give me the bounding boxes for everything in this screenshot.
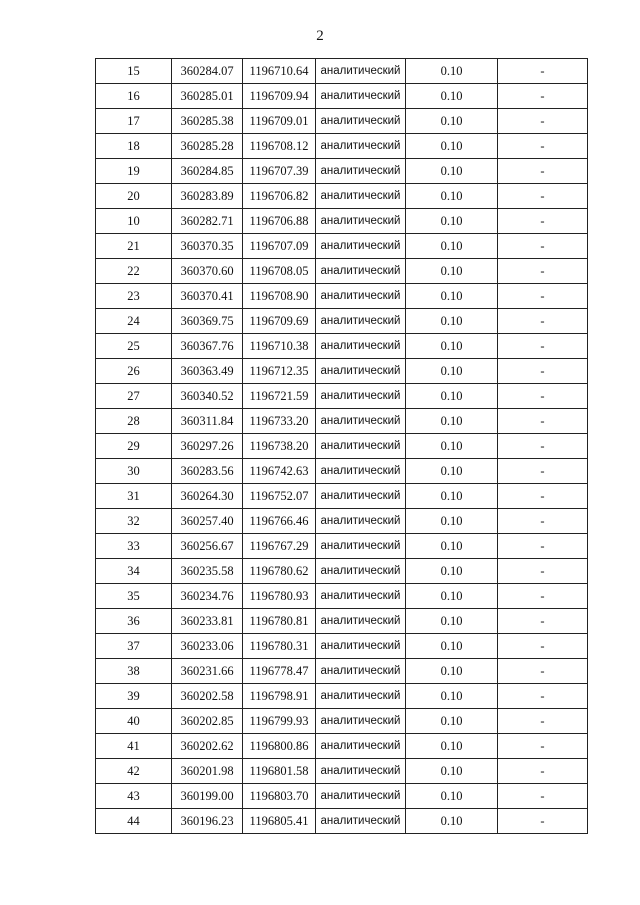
note-cell: -	[498, 209, 588, 234]
note-cell: -	[498, 284, 588, 309]
x-coordinate-cell: 360234.76	[172, 584, 243, 609]
point-number-cell: 38	[96, 659, 172, 684]
point-number-cell: 40	[96, 709, 172, 734]
note-cell: -	[498, 659, 588, 684]
x-coordinate-cell: 360340.52	[172, 384, 243, 409]
method-cell: аналитический	[316, 84, 406, 109]
accuracy-cell: 0.10	[406, 134, 498, 159]
y-coordinate-cell: 1196766.46	[243, 509, 316, 534]
x-coordinate-cell: 360369.75	[172, 309, 243, 334]
y-coordinate-cell: 1196710.64	[243, 59, 316, 84]
method-cell: аналитический	[316, 609, 406, 634]
point-number-cell: 32	[96, 509, 172, 534]
y-coordinate-cell: 1196799.93	[243, 709, 316, 734]
note-cell: -	[498, 334, 588, 359]
y-coordinate-cell: 1196707.09	[243, 234, 316, 259]
y-coordinate-cell: 1196780.81	[243, 609, 316, 634]
x-coordinate-cell: 360282.71	[172, 209, 243, 234]
x-coordinate-cell: 360202.58	[172, 684, 243, 709]
point-number-cell: 24	[96, 309, 172, 334]
table-row	[96, 634, 588, 659]
table-row	[96, 209, 588, 234]
y-coordinate-cell: 1196706.88	[243, 209, 316, 234]
note-cell: -	[498, 134, 588, 159]
accuracy-cell: 0.10	[406, 784, 498, 809]
table-row	[96, 759, 588, 784]
point-number-cell: 16	[96, 84, 172, 109]
point-number-cell: 43	[96, 784, 172, 809]
method-cell: аналитический	[316, 734, 406, 759]
method-cell: аналитический	[316, 634, 406, 659]
x-coordinate-cell: 360363.49	[172, 359, 243, 384]
table-row	[96, 134, 588, 159]
y-coordinate-cell: 1196738.20	[243, 434, 316, 459]
accuracy-cell: 0.10	[406, 409, 498, 434]
point-number-cell: 25	[96, 334, 172, 359]
method-cell: аналитический	[316, 659, 406, 684]
method-cell: аналитический	[316, 434, 406, 459]
table-row	[96, 384, 588, 409]
note-cell: -	[498, 484, 588, 509]
coordinates-table	[95, 58, 588, 834]
method-cell: аналитический	[316, 359, 406, 384]
note-cell: -	[498, 84, 588, 109]
table-row	[96, 509, 588, 534]
accuracy-cell: 0.10	[406, 209, 498, 234]
point-number-cell: 18	[96, 134, 172, 159]
y-coordinate-cell: 1196752.07	[243, 484, 316, 509]
y-coordinate-cell: 1196805.41	[243, 809, 316, 834]
accuracy-cell: 0.10	[406, 334, 498, 359]
method-cell: аналитический	[316, 684, 406, 709]
accuracy-cell: 0.10	[406, 284, 498, 309]
note-cell: -	[498, 59, 588, 84]
x-coordinate-cell: 360367.76	[172, 334, 243, 359]
y-coordinate-cell: 1196707.39	[243, 159, 316, 184]
x-coordinate-cell: 360202.85	[172, 709, 243, 734]
method-cell: аналитический	[316, 809, 406, 834]
x-coordinate-cell: 360231.66	[172, 659, 243, 684]
y-coordinate-cell: 1196780.62	[243, 559, 316, 584]
table-row	[96, 259, 588, 284]
x-coordinate-cell: 360256.67	[172, 534, 243, 559]
accuracy-cell: 0.10	[406, 259, 498, 284]
table-row	[96, 684, 588, 709]
y-coordinate-cell: 1196708.12	[243, 134, 316, 159]
y-coordinate-cell: 1196742.63	[243, 459, 316, 484]
x-coordinate-cell: 360284.07	[172, 59, 243, 84]
table-row	[96, 434, 588, 459]
x-coordinate-cell: 360285.28	[172, 134, 243, 159]
y-coordinate-cell: 1196708.90	[243, 284, 316, 309]
note-cell: -	[498, 684, 588, 709]
accuracy-cell: 0.10	[406, 159, 498, 184]
table-row	[96, 459, 588, 484]
accuracy-cell: 0.10	[406, 709, 498, 734]
note-cell: -	[498, 709, 588, 734]
accuracy-cell: 0.10	[406, 584, 498, 609]
table-row	[96, 559, 588, 584]
table-row	[96, 484, 588, 509]
note-cell: -	[498, 509, 588, 534]
point-number-cell: 44	[96, 809, 172, 834]
method-cell: аналитический	[316, 259, 406, 284]
method-cell: аналитический	[316, 709, 406, 734]
note-cell: -	[498, 159, 588, 184]
y-coordinate-cell: 1196709.01	[243, 109, 316, 134]
y-coordinate-cell: 1196709.69	[243, 309, 316, 334]
accuracy-cell: 0.10	[406, 84, 498, 109]
x-coordinate-cell: 360257.40	[172, 509, 243, 534]
y-coordinate-cell: 1196709.94	[243, 84, 316, 109]
table-row	[96, 734, 588, 759]
method-cell: аналитический	[316, 209, 406, 234]
point-number-cell: 30	[96, 459, 172, 484]
x-coordinate-cell: 360196.23	[172, 809, 243, 834]
method-cell: аналитический	[316, 334, 406, 359]
accuracy-cell: 0.10	[406, 809, 498, 834]
point-number-cell: 15	[96, 59, 172, 84]
x-coordinate-cell: 360201.98	[172, 759, 243, 784]
table-row	[96, 609, 588, 634]
x-coordinate-cell: 360297.26	[172, 434, 243, 459]
accuracy-cell: 0.10	[406, 634, 498, 659]
note-cell: -	[498, 809, 588, 834]
y-coordinate-cell: 1196803.70	[243, 784, 316, 809]
note-cell: -	[498, 409, 588, 434]
x-coordinate-cell: 360233.81	[172, 609, 243, 634]
point-number-cell: 21	[96, 234, 172, 259]
x-coordinate-cell: 360285.38	[172, 109, 243, 134]
table-row	[96, 334, 588, 359]
note-cell: -	[498, 559, 588, 584]
x-coordinate-cell: 360370.35	[172, 234, 243, 259]
point-number-cell: 35	[96, 584, 172, 609]
y-coordinate-cell: 1196706.82	[243, 184, 316, 209]
accuracy-cell: 0.10	[406, 109, 498, 134]
y-coordinate-cell: 1196800.86	[243, 734, 316, 759]
y-coordinate-cell: 1196801.58	[243, 759, 316, 784]
note-cell: -	[498, 534, 588, 559]
note-cell: -	[498, 459, 588, 484]
accuracy-cell: 0.10	[406, 609, 498, 634]
table-row	[96, 809, 588, 834]
accuracy-cell: 0.10	[406, 684, 498, 709]
accuracy-cell: 0.10	[406, 309, 498, 334]
note-cell: -	[498, 259, 588, 284]
accuracy-cell: 0.10	[406, 509, 498, 534]
page-number: 2	[316, 28, 324, 44]
note-cell: -	[498, 434, 588, 459]
point-number-cell: 33	[96, 534, 172, 559]
note-cell: -	[498, 234, 588, 259]
note-cell: -	[498, 759, 588, 784]
accuracy-cell: 0.10	[406, 559, 498, 584]
method-cell: аналитический	[316, 109, 406, 134]
table-row	[96, 59, 588, 84]
method-cell: аналитический	[316, 184, 406, 209]
x-coordinate-cell: 360370.41	[172, 284, 243, 309]
method-cell: аналитический	[316, 159, 406, 184]
x-coordinate-cell: 360283.89	[172, 184, 243, 209]
point-number-cell: 41	[96, 734, 172, 759]
method-cell: аналитический	[316, 134, 406, 159]
table-row	[96, 534, 588, 559]
note-cell: -	[498, 384, 588, 409]
x-coordinate-cell: 360264.30	[172, 484, 243, 509]
method-cell: аналитический	[316, 459, 406, 484]
point-number-cell: 10	[96, 209, 172, 234]
accuracy-cell: 0.10	[406, 534, 498, 559]
method-cell: аналитический	[316, 559, 406, 584]
point-number-cell: 36	[96, 609, 172, 634]
accuracy-cell: 0.10	[406, 384, 498, 409]
note-cell: -	[498, 734, 588, 759]
table-row	[96, 709, 588, 734]
table-row	[96, 109, 588, 134]
note-cell: -	[498, 634, 588, 659]
x-coordinate-cell: 360235.58	[172, 559, 243, 584]
point-number-cell: 19	[96, 159, 172, 184]
table-row	[96, 659, 588, 684]
point-number-cell: 26	[96, 359, 172, 384]
y-coordinate-cell: 1196710.38	[243, 334, 316, 359]
method-cell: аналитический	[316, 384, 406, 409]
note-cell: -	[498, 309, 588, 334]
table-row	[96, 84, 588, 109]
table-row	[96, 159, 588, 184]
x-coordinate-cell: 360370.60	[172, 259, 243, 284]
point-number-cell: 17	[96, 109, 172, 134]
accuracy-cell: 0.10	[406, 759, 498, 784]
table-row	[96, 784, 588, 809]
point-number-cell: 28	[96, 409, 172, 434]
accuracy-cell: 0.10	[406, 659, 498, 684]
y-coordinate-cell: 1196733.20	[243, 409, 316, 434]
note-cell: -	[498, 584, 588, 609]
y-coordinate-cell: 1196780.31	[243, 634, 316, 659]
y-coordinate-cell: 1196780.93	[243, 584, 316, 609]
x-coordinate-cell: 360283.56	[172, 459, 243, 484]
point-number-cell: 20	[96, 184, 172, 209]
x-coordinate-cell: 360285.01	[172, 84, 243, 109]
table-row	[96, 309, 588, 334]
method-cell: аналитический	[316, 284, 406, 309]
method-cell: аналитический	[316, 234, 406, 259]
note-cell: -	[498, 184, 588, 209]
point-number-cell: 34	[96, 559, 172, 584]
method-cell: аналитический	[316, 759, 406, 784]
y-coordinate-cell: 1196778.47	[243, 659, 316, 684]
x-coordinate-cell: 360233.06	[172, 634, 243, 659]
y-coordinate-cell: 1196721.59	[243, 384, 316, 409]
method-cell: аналитический	[316, 409, 406, 434]
method-cell: аналитический	[316, 484, 406, 509]
coordinates-table-body	[96, 59, 588, 834]
method-cell: аналитический	[316, 309, 406, 334]
x-coordinate-cell: 360202.62	[172, 734, 243, 759]
method-cell: аналитический	[316, 534, 406, 559]
point-number-cell: 39	[96, 684, 172, 709]
note-cell: -	[498, 109, 588, 134]
accuracy-cell: 0.10	[406, 59, 498, 84]
table-row	[96, 409, 588, 434]
point-number-cell: 27	[96, 384, 172, 409]
method-cell: аналитический	[316, 59, 406, 84]
point-number-cell: 23	[96, 284, 172, 309]
accuracy-cell: 0.10	[406, 459, 498, 484]
point-number-cell: 22	[96, 259, 172, 284]
accuracy-cell: 0.10	[406, 484, 498, 509]
accuracy-cell: 0.10	[406, 234, 498, 259]
method-cell: аналитический	[316, 784, 406, 809]
table-row	[96, 359, 588, 384]
x-coordinate-cell: 360284.85	[172, 159, 243, 184]
accuracy-cell: 0.10	[406, 434, 498, 459]
note-cell: -	[498, 609, 588, 634]
point-number-cell: 31	[96, 484, 172, 509]
method-cell: аналитический	[316, 584, 406, 609]
note-cell: -	[498, 784, 588, 809]
accuracy-cell: 0.10	[406, 734, 498, 759]
y-coordinate-cell: 1196767.29	[243, 534, 316, 559]
table-row	[96, 584, 588, 609]
method-cell: аналитический	[316, 509, 406, 534]
y-coordinate-cell: 1196708.05	[243, 259, 316, 284]
point-number-cell: 29	[96, 434, 172, 459]
point-number-cell: 42	[96, 759, 172, 784]
note-cell: -	[498, 359, 588, 384]
accuracy-cell: 0.10	[406, 184, 498, 209]
x-coordinate-cell: 360199.00	[172, 784, 243, 809]
y-coordinate-cell: 1196798.91	[243, 684, 316, 709]
table-row	[96, 184, 588, 209]
accuracy-cell: 0.10	[406, 359, 498, 384]
x-coordinate-cell: 360311.84	[172, 409, 243, 434]
y-coordinate-cell: 1196712.35	[243, 359, 316, 384]
table-row	[96, 234, 588, 259]
table-row	[96, 284, 588, 309]
point-number-cell: 37	[96, 634, 172, 659]
